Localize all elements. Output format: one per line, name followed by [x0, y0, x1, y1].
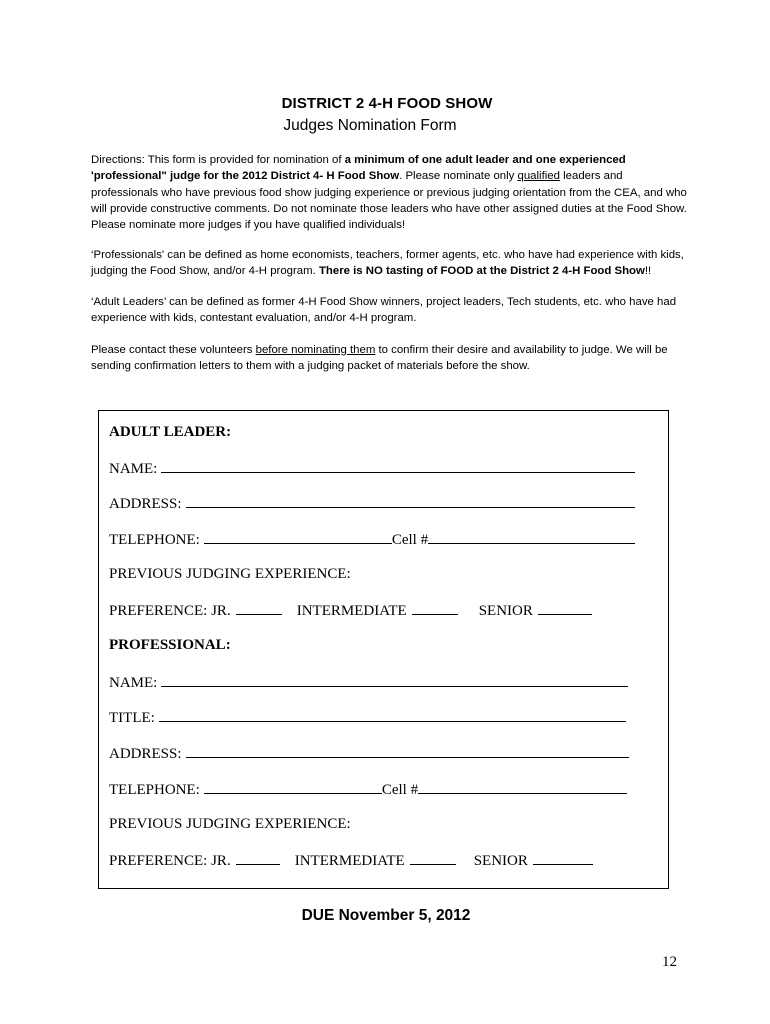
adult-telephone-row	[109, 529, 635, 549]
professional-address-row	[109, 743, 629, 763]
adult-telephone-field[interactable]	[204, 529, 392, 544]
cell-label: Cell #	[381, 782, 419, 798]
professional-jr-field[interactable]	[236, 850, 280, 865]
adult-intermediate-field[interactable]	[412, 600, 458, 615]
professional-name-row	[109, 672, 628, 692]
adult-address-field[interactable]	[186, 493, 635, 508]
page-title: DISTRICT 2 4-H FOOD SHOW	[281, 95, 493, 112]
cell-label: Cell #	[391, 532, 429, 548]
professional-title-field[interactable]	[159, 707, 626, 722]
contact-volunteers-note: Please contact these volunteers before nominating them to confirm their desire and availability to judge. We will be sending confirmation letters to them with a judging packet of materials before the show.	[91, 344, 668, 373]
address-label: ADDRESS:	[109, 496, 182, 512]
professional-telephone-field[interactable]	[204, 779, 382, 794]
adult-name-row	[109, 458, 635, 478]
adult-leaders-definition: ‘Adult Leaders’ can be defined as former 4-H Food Show winners, project leaders, Tech students, etc. who have had experience with kids, contestant evaluation, and/or 4-H program.	[91, 296, 677, 325]
professional-preference-row	[109, 850, 593, 870]
page-subtitle: Judges Nomination Form	[283, 117, 457, 134]
senior-label: SENIOR	[478, 603, 533, 619]
preference-jr-label: PREFERENCE: JR.	[109, 853, 231, 869]
adult-preference-row	[109, 600, 592, 620]
address-label: ADDRESS:	[109, 746, 182, 762]
adult-leader-heading: ADULT LEADER:	[109, 424, 232, 440]
professional-intermediate-field[interactable]	[410, 850, 456, 865]
telephone-label: TELEPHONE:	[109, 782, 200, 798]
professional-experience-label: PREVIOUS JUDGING EXPERIENCE:	[109, 816, 351, 832]
due-date: DUE November 5, 2012	[301, 907, 471, 924]
professional-title-row	[109, 707, 626, 727]
professional-name-field[interactable]	[161, 672, 628, 687]
intermediate-label: INTERMEDIATE	[294, 853, 405, 869]
adult-address-row	[109, 493, 635, 513]
professional-senior-field[interactable]	[533, 850, 593, 865]
professional-cell-field[interactable]	[418, 779, 627, 794]
adult-name-field[interactable]	[161, 458, 635, 473]
name-label: NAME:	[109, 675, 158, 691]
preference-jr-label: PREFERENCE: JR.	[109, 603, 231, 619]
name-label: NAME:	[109, 461, 158, 477]
directions-paragraph: Directions: This form is provided for nomination of a minimum of one adult leader and one experienced 'professional" judge for the 2012 District 4- H Food Show. Please nominate only qualified leaders and professionals who have previous food show judging experience or previous judging orientation from the CEA, and who will provide constructive comments. Do not nominate those leaders who have other assigned duties at the Food Show. Please nominate more judges if you have qualified individuals!	[91, 154, 687, 232]
adult-experience-label: PREVIOUS JUDGING EXPERIENCE:	[109, 566, 351, 582]
adult-jr-field[interactable]	[236, 600, 282, 615]
senior-label: SENIOR	[473, 853, 528, 869]
page-number: 12	[662, 954, 677, 970]
professional-telephone-row	[109, 779, 627, 799]
professional-address-field[interactable]	[186, 743, 629, 758]
intermediate-label: INTERMEDIATE	[296, 603, 407, 619]
adult-senior-field[interactable]	[538, 600, 592, 615]
professional-heading: PROFESSIONAL:	[109, 637, 231, 653]
telephone-label: TELEPHONE:	[109, 532, 200, 548]
title-label: TITLE:	[109, 710, 155, 726]
adult-cell-field[interactable]	[428, 529, 635, 544]
professionals-definition: ‘Professionals' can be defined as home economists, teachers, former agents, etc. who have had experience with kids, judging the Food Show, and/or 4-H program. There is NO tasting of FOOD at the District 2 4-H Food Show!!	[91, 249, 684, 278]
